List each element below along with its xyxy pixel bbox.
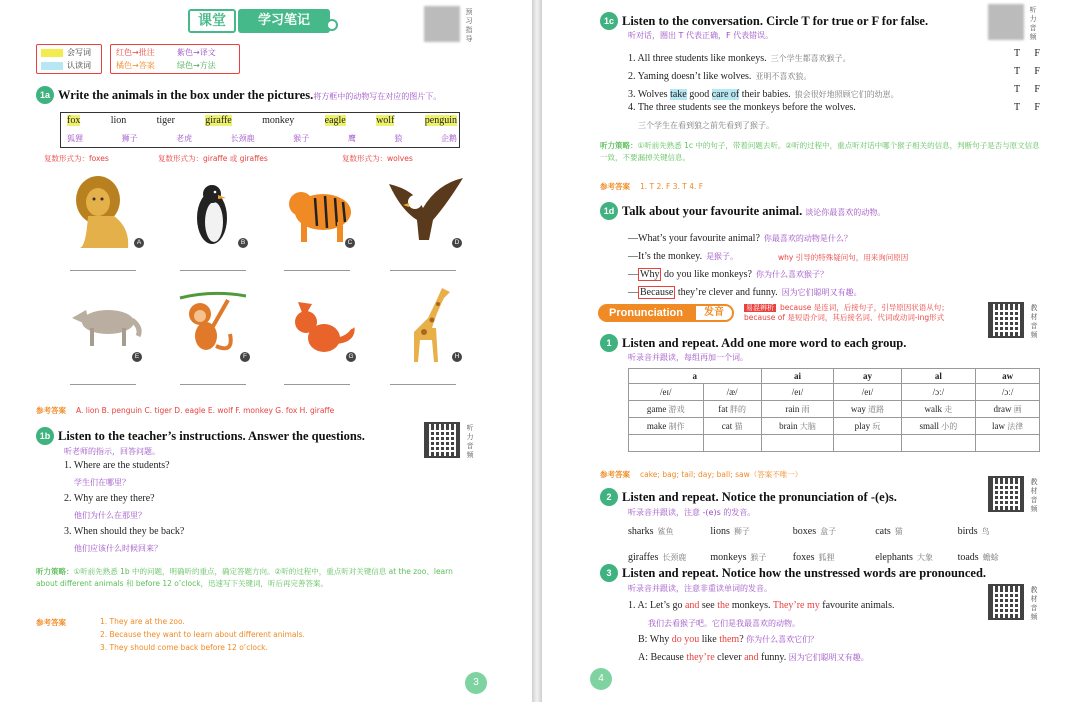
section-1b-title-cn: 听老师的指示，回答问题。 [64,447,160,456]
word-cell: law 法律 [976,418,1040,435]
legend-green: 绿色→方法 [177,61,216,70]
section-1a-heading [36,86,441,104]
word-eagle-cn: 鹰 [347,134,356,143]
note-because-label: 易混辨析 [746,304,774,312]
word-penguin: penguin [424,115,457,126]
plural-word: monkeys 猴子 [710,552,767,563]
page-title-banner [188,9,338,33]
plural-note-giraffe: 复数形式为：giraffe 或 giraffes [158,154,268,163]
pronunciation-banner [598,304,734,322]
word-wolf: wolf [376,115,395,126]
letter-F: F [240,352,250,362]
section-2-title: Listen and repeat. Notice the pronunciation of -(e)s. [622,490,897,504]
dialog-line-1-cn: 你最喜欢的动物是什么？ [763,234,852,243]
section-1-title: Listen and repeat. Add one more word to each group. [622,336,907,350]
sentence-a1: 1. A: Let’s go and see the monkeys. They’re my favourite animals. [628,600,895,611]
badge-1c: 1c [600,12,618,30]
side-tab-listening: 听力音频 [466,424,474,459]
badge-1d: 1d [600,202,618,220]
phonics-header-row [629,369,1040,384]
letter-H: H [452,352,462,362]
word-cell: way 道路 [834,401,901,418]
word-tiger: tiger [156,115,175,126]
word-box-en-row [67,115,457,126]
word-lion-cn: 狮子 [121,134,138,143]
word-cell: fat 胖的 [703,401,761,418]
answer-1a [36,400,334,418]
phonics-table [628,368,1040,452]
qr-code-1c[interactable] [988,4,1024,40]
tf-item-3-en-c: good [686,89,712,100]
title-part2: 学习笔记 [238,9,330,33]
strategy-1c-text: ①听前先熟悉 1c 中的句子，带着问题去听。②听的过程中，重点听对话中哪个猴子相关的信息，判断句子是否与原文信息一致，不要漏掉关键信息。 [600,141,1040,162]
word-cell: cat 猫 [703,418,761,435]
legend-box-1 [36,44,102,74]
section-1a-title: Write the animals in the box under the pictures. [58,88,314,102]
word-box-cn-row [67,133,457,144]
answer-line-E[interactable] [70,384,136,385]
question-3: 3. When should they be back? [64,526,185,537]
tf-item-3-en-e: their babies. [739,89,791,100]
word-cell: brain 大脑 [761,418,834,435]
dialog-line-3 [628,264,828,282]
dialog-line-3-en: do you like monkeys? [661,269,752,280]
phonics-row-1 [629,401,1040,418]
sound-2: /æ/ [703,384,761,401]
word-eagle: eagle [324,115,346,126]
word-monkey: monkey [262,115,295,126]
tf-choice-1[interactable]: T F [1014,48,1046,59]
blank-cell[interactable] [834,435,901,452]
answer-1b-2: 2. Because they want to learn about different animals. [100,630,305,639]
question-1: 1. Where are the students? [64,460,170,471]
pronunciation-label-cn: 发音 [694,304,734,322]
section-1d-title-cn: 谈论你最喜欢的动物。 [805,208,886,217]
tf-item-3-en-a: 3. Wolves [628,89,671,100]
plural-word: foxes 狐狸 [792,552,835,563]
giraffe-picture [398,284,458,364]
answer-1c-label: 参考答案 [600,182,630,191]
word-cell: draw 画 [976,401,1040,418]
dialog-line-1-en: —What’s your favourite animal? [628,233,760,244]
badge-3: 3 [600,564,618,582]
penguin-picture [188,180,238,248]
dialog-line-4-cn: 因为它们聪明又有趣。 [781,288,862,297]
phonics-header-a: a [629,369,762,384]
answer-line-D[interactable] [390,270,456,271]
plural-word: lions 狮子 [710,526,750,537]
plural-word: sharks 鲨鱼 [628,526,674,537]
answer-line-C[interactable] [284,270,350,271]
section-1d-heading [600,202,885,220]
answer-1-text: cake; bag; tail; day; ball; saw（答案不唯一） [640,470,803,479]
tf-choice-2[interactable]: T F [1014,66,1046,77]
legend-purple: 紫色→译文 [177,48,216,57]
section-1a-title-cn: 将方框中的动物写在对应的图片下。 [313,92,442,101]
strategy-1c-label: 听力策略： [600,141,638,150]
question-1-cn: 学生们在哪里？ [74,478,130,487]
word-box [60,112,460,148]
legend-red: 红色→批注 [116,48,155,57]
qr-code-3[interactable] [988,584,1024,620]
answer-line-H[interactable] [390,384,456,385]
section-1c-title-cn: 听对话，圈出 T 代表正确，F 代表错误。 [628,31,774,40]
side-tab-2: 教材音频 [1030,478,1038,513]
sentence-a1-cn: 我们去看猴子吧。它们是我最喜欢的动物。 [648,619,800,628]
sentence-b1: B: Why do you like them? 你为什么喜欢它们？ [638,634,819,645]
side-tab-1c: 听力音频 [1029,6,1037,41]
answer-1c-text: 1. T 2. F 3. T 4. F [640,182,704,191]
plural-word: giraffes 长颈鹿 [628,552,687,563]
strategy-1b-text: ①听前先熟悉 1b 中的问题，明确听的重点，确定答题方向。②听的过程中，重点听对关键信息 at the zoo、learn about different animals 和 before 12 o’clock，迅速写下关键词，听后再完善答案。 [36,567,453,588]
word-cell: walk 走 [901,401,976,418]
lion-picture [68,172,140,252]
phonics-sound-row [629,384,1040,401]
qr-code-1b[interactable] [424,422,460,458]
phonics-header-al: al [901,369,976,384]
plural-note-wolf: 复数形式为：wolves [342,154,413,163]
letter-D: D [452,238,462,248]
word-cell: game 游戏 [629,401,704,418]
answer-1-label: 参考答案 [600,470,630,479]
word-fox: fox [67,115,81,126]
tf-item-3-cn: 狼会很好地照顾它们的幼崽。 [794,90,899,99]
question-3-cn: 他们应该什么时候回来？ [74,544,162,553]
section-1b-heading [36,427,365,445]
dialog-line-2 [628,246,738,264]
blank-cell[interactable] [901,435,976,452]
word-penguin-cn: 企鹅 [440,134,457,143]
blank-cell[interactable] [629,435,704,452]
section-1c-title: Listen to the conversation. Circle T for true or F for false. [622,14,929,28]
sound-5: /ɔː/ [901,384,976,401]
note-because-a: because 是连词，后接句子，引导原因状语从句； [780,303,949,312]
section-1d-title: Talk about your favourite animal. [622,204,803,218]
word-cell: play 玩 [834,418,901,435]
question-2-cn: 他们为什么在那里？ [74,511,146,520]
monkey-picture [178,290,248,360]
blue-swatch [41,62,63,70]
section-3-heading [600,564,986,582]
dialog-line-4-en: they’re clever and funny. [675,287,778,298]
tf-item-2 [628,66,811,84]
plural-word: toads 蟾蜍 [957,552,999,563]
tf-item-2-cn: 亚明不喜欢狼。 [755,72,812,81]
sentence-a2: A: Because they’re clever and funny. 因为它们聪明又有趣。 [638,652,869,663]
tf-choice-3[interactable]: T F [1014,84,1046,95]
tf-item-3-care-of: care of [711,89,740,100]
badge-1a: 1a [36,86,54,104]
phonics-row-2 [629,418,1040,435]
qr-code-2[interactable] [988,476,1024,512]
sound-1: /eɪ/ [629,384,704,401]
section-2-heading [600,488,897,506]
letter-E: E [132,352,142,362]
side-tab-pron: 教材音频 [1030,304,1038,339]
plural-word: boxes 盒子 [792,526,837,537]
word-cell: small 小的 [901,418,976,435]
answer-1b-1: 1. They are at the zoo. [100,617,185,626]
note-why: why 引导的特殊疑问句，用来询问原因 [778,253,909,262]
sound-4: /eɪ/ [834,384,901,401]
tiger-picture [285,182,357,244]
tf-item-1 [628,48,851,66]
page-number-right: 4 [590,668,612,690]
legend-write-word: 会写词 [67,48,91,57]
dialog-line-2-cn: 是猴子。 [706,252,739,261]
blank-cell[interactable] [761,435,834,452]
magnifier-icon [326,19,338,31]
sound-3: /eɪ/ [761,384,834,401]
tf-item-3-take: take [670,89,687,100]
word-giraffe-cn: 长颈鹿 [230,134,255,143]
legend-orange: 橘色→答案 [116,61,155,70]
answer-1b-3: 3. They should come back before 12 o’clock. [100,643,268,652]
dialog-why-boxed: Why [640,269,660,280]
blank-cell[interactable] [976,435,1040,452]
badge-2: 2 [600,488,618,506]
letter-B: B [238,238,248,248]
question-2: 2. Why are they there? [64,493,155,504]
section-3-title-cn: 听录音并跟读，注意非重读单词的发音。 [628,584,772,593]
phonics-header-ay: ay [834,369,901,384]
dialog-because-boxed: Because [640,287,674,298]
strategy-1c [600,140,1040,164]
answer-line-B[interactable] [180,270,246,271]
answer-line-G[interactable] [284,384,350,385]
section-3-title: Listen and repeat. Notice how the unstressed words are pronounced. [622,566,987,580]
plural-word-grid [628,521,1040,565]
tf-item-1-cn: 三个学生都喜欢猴子。 [770,54,851,63]
phonics-blank-row[interactable] [629,435,1040,452]
answer-line-F[interactable] [180,384,246,385]
blank-cell[interactable] [703,435,761,452]
section-1-title-cn: 听录音并跟读，每组再加一个词。 [628,353,748,362]
page-number-left: 3 [465,672,487,694]
word-monkey-cn: 猴子 [293,134,310,143]
title-part1: 课堂 [188,9,236,33]
note-because-b: because of 是短语介词，其后接名词、代词或动词-ing形式 [744,313,945,322]
tf-item-3 [628,84,899,102]
dialog-line-2-en: —It’s the monkey. [628,251,703,262]
side-tab-3: 教材音频 [1030,586,1038,621]
badge-1: 1 [600,334,618,352]
phonics-header-ai: ai [761,369,834,384]
yellow-swatch [41,49,63,57]
answer-line-A[interactable] [70,270,136,271]
answer-1c [600,176,703,194]
side-tab-preview: 预习指导 [465,8,473,43]
word-wolf-cn: 狼 [394,134,403,143]
legend-read-word: 认读词 [67,61,91,70]
plural-note-fox: 复数形式为：foxes [44,154,109,163]
fox-picture [288,298,358,358]
wolf-picture [66,300,142,350]
word-cell: make 制作 [629,418,704,435]
dialog-line-3-dash: — [628,269,638,280]
tf-item-4-cn: 三个学生在看到狼之前先看到了猴子。 [638,121,774,130]
qr-code-pron[interactable] [988,302,1024,338]
plural-word: birds 鸟 [957,526,990,537]
badge-1b: 1b [36,427,54,445]
plural-word: cats 猫 [875,526,903,537]
section-1c-heading [600,12,928,30]
answer-1a-label: 参考答案 [36,406,66,415]
eagle-picture [385,174,465,246]
pronunciation-label: Pronunciation [598,304,694,322]
word-giraffe: giraffe [205,115,232,126]
strategy-1b [36,566,476,590]
right-page [542,0,1080,702]
tf-item-1-en: 1. All three students like monkeys. [628,53,767,64]
tf-item-4-en: 4. The three students see the monkeys before the wolves. [628,102,856,113]
book-gutter [532,0,542,702]
word-tiger-cn: 老虎 [176,134,193,143]
tf-choice-4[interactable]: T F [1014,102,1046,113]
answer-1 [600,464,802,482]
phonics-header-aw: aw [976,369,1040,384]
qr-code-blurred[interactable] [424,6,460,42]
tf-item-2-en: 2. Yaming doesn’t like wolves. [628,71,752,82]
legend-box-2 [110,44,240,74]
section-1-heading [600,334,906,352]
plural-word: elephants 大象 [875,552,933,563]
left-page [0,0,532,702]
dialog-line-3-cn: 你为什么喜欢猴子？ [756,270,828,279]
sound-6: /ɔː/ [976,384,1040,401]
word-lion: lion [110,115,127,126]
word-fox-cn: 狐狸 [67,134,83,143]
dialog-line-4-dash: — [628,287,638,298]
word-cell: rain 雨 [761,401,834,418]
answer-1a-text: A. lion B. penguin C. tiger D. eagle E. wolf F. monkey G. fox H. giraffe [76,406,335,415]
answer-1b-label: 参考答案 [36,618,66,627]
section-1b-title: Listen to the teacher’s instructions. Answer the questions. [58,429,365,443]
letter-C: C [345,238,355,248]
dialog-line-1 [628,228,852,246]
section-2-title-cn: 听录音并跟读，注意 -(e)s 的发音。 [628,508,756,517]
letter-A: A [134,238,144,248]
strategy-1b-label: 听力策略： [36,567,74,576]
letter-G: G [346,352,356,362]
